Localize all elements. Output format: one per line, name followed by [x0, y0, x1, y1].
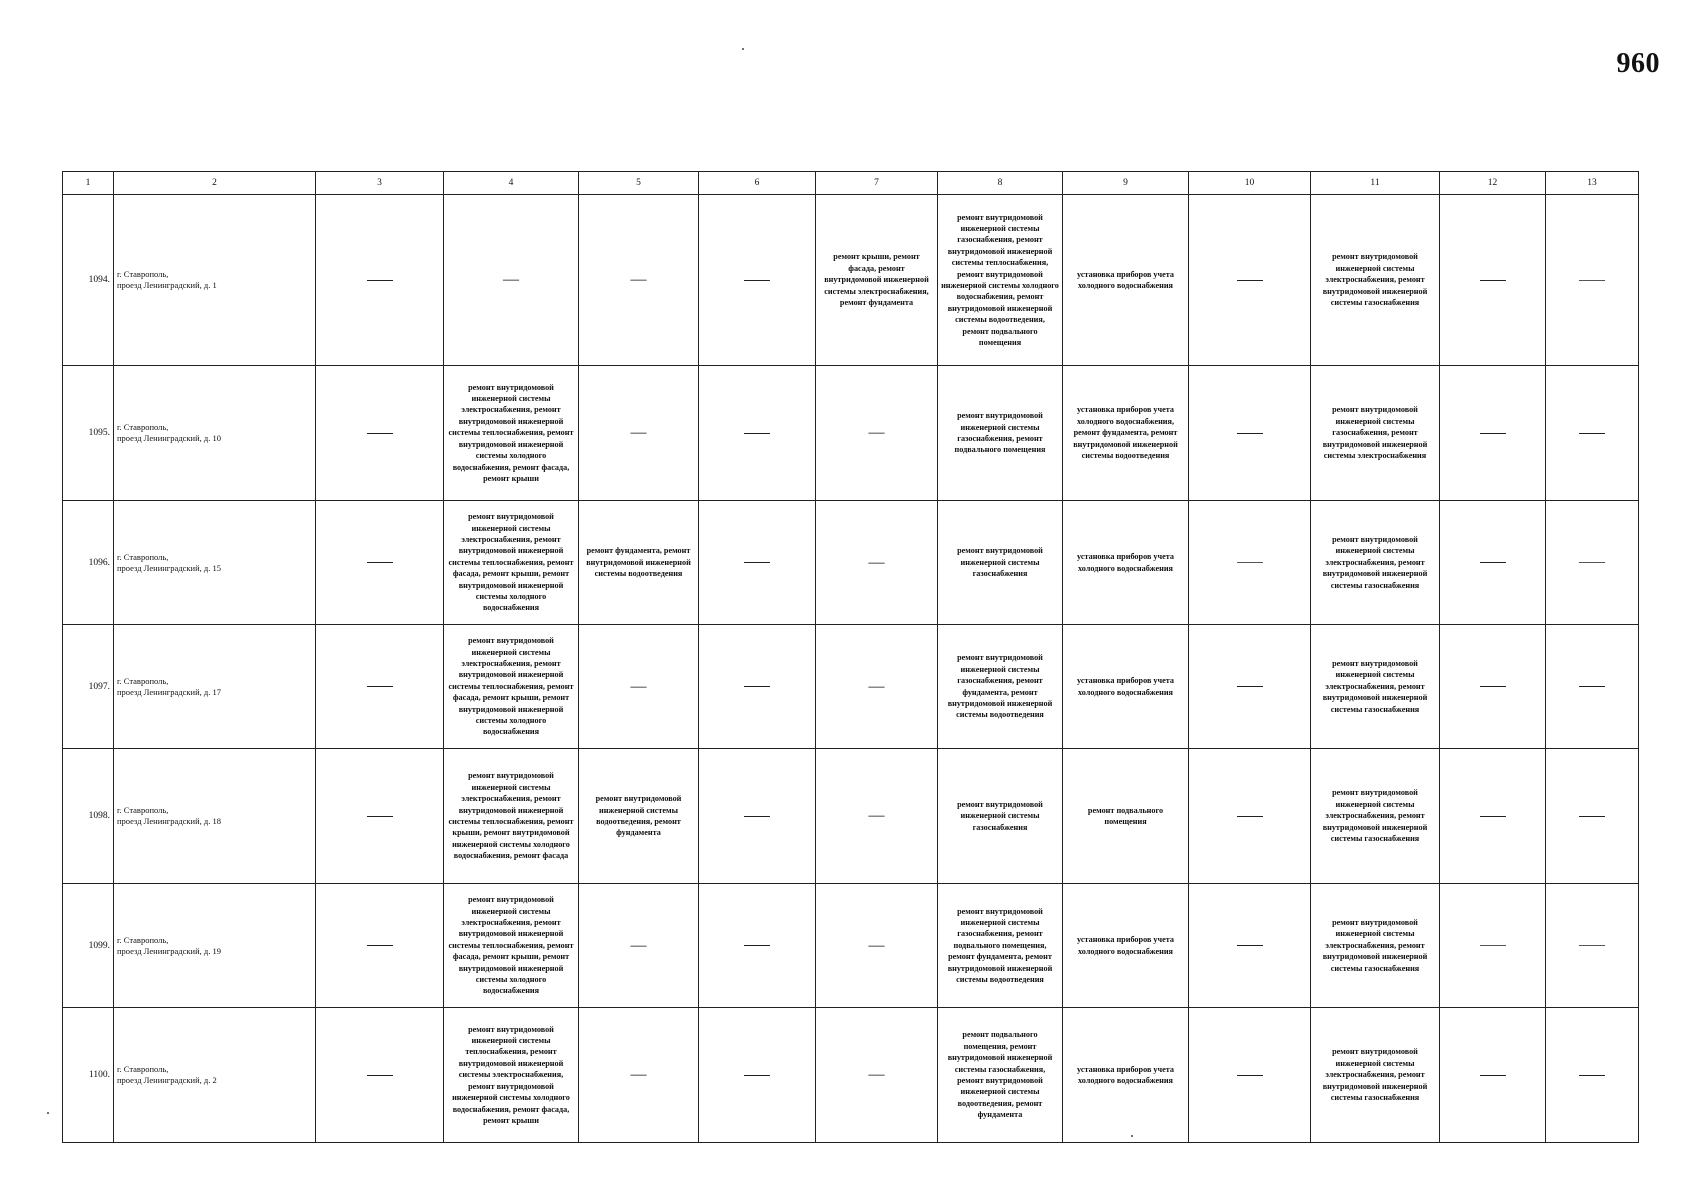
work-cell-col9: установка приборов учета холодного водоснабжения	[1063, 884, 1189, 1008]
dash-mark	[1480, 280, 1506, 281]
table-row	[63, 625, 1639, 749]
empty-cell	[1189, 195, 1311, 366]
empty-cell	[1189, 366, 1311, 501]
dash-mark	[1579, 686, 1605, 687]
table-row	[63, 1008, 1639, 1143]
address-cell	[114, 366, 316, 501]
empty-cell	[1440, 195, 1546, 366]
page-number: 960	[1616, 48, 1660, 79]
dash-mark	[1579, 280, 1605, 281]
empty-cell	[699, 501, 816, 625]
empty-cell	[699, 195, 816, 366]
work-cell-col5: —	[579, 195, 699, 366]
address-street: проезд Ленинградский, д. 10	[117, 433, 221, 443]
work-cell-col8: ремонт внутридомовой инженерной системы газоснабжения, ремонт подвального помещения	[938, 366, 1063, 501]
empty-cell	[316, 749, 444, 884]
dash-mark	[1237, 686, 1263, 687]
address-street: проезд Ленинградский, д. 19	[117, 945, 221, 956]
work-cell-col11: ремонт внутридомовой инженерной системы электроснабжения, ремонт внутридомовой инженерной системы газоснабжения	[1311, 501, 1440, 625]
dash-mark	[1237, 945, 1263, 946]
work-cell-col4: ремонт внутридомовой инженерной системы электроснабжения, ремонт внутридомовой инженерной системы теплоснабжения, ремонт фасада, ремонт крыши, ремонт внутридомовой инженерной системы холодного водоснабжения	[444, 501, 579, 625]
empty-cell	[316, 501, 444, 625]
table-row	[63, 195, 1639, 366]
dash-mark	[1579, 945, 1605, 946]
address-cell	[114, 1008, 316, 1143]
table-row	[63, 366, 1639, 501]
empty-cell	[1189, 501, 1311, 625]
work-cell-col7: —	[816, 749, 938, 884]
dash-mark	[367, 1075, 393, 1076]
empty-cell	[699, 1008, 816, 1143]
column-header: 6	[699, 172, 816, 195]
dash-mark	[367, 562, 393, 563]
empty-cell	[1189, 884, 1311, 1008]
column-header: 12	[1440, 172, 1546, 195]
address-city: г. Ставрополь,	[117, 422, 169, 432]
column-header: 4	[444, 172, 579, 195]
work-cell-col5: —	[579, 1008, 699, 1143]
empty-cell	[1546, 366, 1639, 501]
work-cell-col4: ремонт внутридомовой инженерной системы электроснабжения, ремонт внутридомовой инженерной системы теплоснабжения, ремонт фасада, ремонт крыши, ремонт внутридомовой инженерной системы холодного водоснабжения	[444, 884, 579, 1008]
column-header: 8	[938, 172, 1063, 195]
address-city: г. Ставрополь,	[117, 269, 169, 279]
empty-cell	[1189, 749, 1311, 884]
empty-cell	[699, 884, 816, 1008]
column-header: 5	[579, 172, 699, 195]
empty-cell	[1546, 501, 1639, 625]
dash-mark	[367, 280, 393, 281]
work-cell-col8: ремонт внутридомовой инженерной системы газоснабжения, ремонт фундамента, ремонт внутридомовой инженерной системы водоотведения	[938, 625, 1063, 749]
empty-cell	[316, 195, 444, 366]
address-city: г. Ставрополь,	[117, 675, 169, 686]
table-row	[63, 749, 1639, 884]
address-city: г. Ставрополь,	[117, 934, 169, 945]
table-row	[63, 884, 1639, 1008]
work-cell-col9: установка приборов учета холодного водоснабжения, ремонт фундамента, ремонт внутридомовой инженерной системы водоотведения	[1063, 366, 1189, 501]
work-cell-col9: установка приборов учета холодного водоснабжения	[1063, 501, 1189, 625]
address-street: проезд Ленинградский, д. 17	[117, 686, 221, 697]
work-cell-col7: —	[816, 884, 938, 1008]
scan-speck	[47, 1112, 49, 1114]
column-number-header-row	[63, 172, 1639, 195]
empty-cell	[1189, 1008, 1311, 1143]
empty-cell	[1440, 501, 1546, 625]
empty-cell	[699, 749, 816, 884]
work-cell-col8: ремонт внутридомовой инженерной системы газоснабжения	[938, 501, 1063, 625]
empty-cell	[1546, 195, 1639, 366]
work-cell-col8: ремонт внутридомовой инженерной системы газоснабжения, ремонт внутридомовой инженерной системы теплоснабжения, ремонт внутридомовой инженерной системы холодного водоснабжения, ремонт внутридомовой инженерной системы водоотведения, ремонт подвального помещения	[938, 195, 1063, 366]
work-cell-col5: —	[579, 625, 699, 749]
empty-cell	[1440, 1008, 1546, 1143]
empty-cell	[1440, 625, 1546, 749]
row-number: 1095.	[63, 366, 114, 501]
row-number: 1097.	[63, 625, 114, 749]
work-cell-col9: ремонт подвального помещения	[1063, 749, 1189, 884]
work-cell-col11: ремонт внутридомовой инженерной системы электроснабжения, ремонт внутридомовой инженерной системы газоснабжения	[1311, 884, 1440, 1008]
work-cell-col4: —	[444, 195, 579, 366]
work-cell-col8: ремонт внутридомовой инженерной системы газоснабжения, ремонт подвального помещения, ремонт фундамента, ремонт внутридомовой инженерной системы водоотведения	[938, 884, 1063, 1008]
empty-cell	[1440, 884, 1546, 1008]
dash-mark	[1480, 562, 1506, 563]
address-cell	[114, 195, 316, 366]
dash-mark	[744, 280, 770, 281]
column-header: 9	[1063, 172, 1189, 195]
dash-mark	[1480, 816, 1506, 817]
work-cell-col11: ремонт внутридомовой инженерной системы газоснабжения, ремонт внутридомовой инженерной системы электроснабжения	[1311, 366, 1440, 501]
dash-mark	[744, 562, 770, 563]
address-cell	[114, 884, 316, 1008]
dash-mark	[367, 433, 393, 434]
empty-cell	[316, 884, 444, 1008]
work-cell-col5: ремонт фундамента, ремонт внутридомовой инженерной системы водоотведения	[579, 501, 699, 625]
row-number: 1099.	[63, 884, 114, 1008]
work-cell-col5: —	[579, 366, 699, 501]
table-row	[63, 501, 1639, 625]
address-cell	[114, 749, 316, 884]
empty-cell	[316, 1008, 444, 1143]
work-cell-col7: —	[816, 1008, 938, 1143]
work-cell-col9: установка приборов учета холодного водоснабжения	[1063, 625, 1189, 749]
work-cell-col7: ремонт крыши, ремонт фасада, ремонт внутридомовой инженерной системы электроснабжения, ремонт фундамента	[816, 195, 938, 366]
empty-cell	[1440, 749, 1546, 884]
address-street: проезд Ленинградский, д. 1	[117, 280, 217, 290]
work-cell-col11: ремонт внутридомовой инженерной системы электроснабжения, ремонт внутридомовой инженерной системы газоснабжения	[1311, 625, 1440, 749]
address-city: г. Ставрополь,	[117, 1064, 169, 1074]
column-header: 3	[316, 172, 444, 195]
column-header: 2	[114, 172, 316, 195]
dash-mark	[744, 686, 770, 687]
dash-mark	[744, 1075, 770, 1076]
column-header: 7	[816, 172, 938, 195]
work-cell-col5: —	[579, 884, 699, 1008]
dash-mark	[1237, 816, 1263, 817]
dash-mark	[367, 816, 393, 817]
dash-mark	[1480, 433, 1506, 434]
row-number: 1100.	[63, 1008, 114, 1143]
empty-cell	[1546, 749, 1639, 884]
column-header: 11	[1311, 172, 1440, 195]
row-number: 1098.	[63, 749, 114, 884]
row-number: 1094.	[63, 195, 114, 366]
repair-schedule-table	[62, 171, 1639, 1143]
dash-mark	[367, 686, 393, 687]
scan-speck	[742, 48, 744, 50]
column-header: 1	[63, 172, 114, 195]
dash-mark	[744, 433, 770, 434]
empty-cell	[1546, 1008, 1639, 1143]
column-header: 10	[1189, 172, 1311, 195]
work-cell-col7: —	[816, 625, 938, 749]
address-street: проезд Ленинградский, д. 2	[117, 1075, 217, 1085]
empty-cell	[1189, 625, 1311, 749]
address-street: проезд Ленинградский, д. 18	[117, 816, 221, 826]
address-city: г. Ставрополь,	[117, 805, 169, 815]
dash-mark	[1480, 1075, 1506, 1076]
dash-mark	[1237, 280, 1263, 281]
dash-mark	[1237, 562, 1263, 563]
work-cell-col4: ремонт внутридомовой инженерной системы электроснабжения, ремонт внутридомовой инженерной системы теплоснабжения, ремонт фасада, ремонт крыши, ремонт внутридомовой инженерной системы холодного водоснабжения	[444, 625, 579, 749]
empty-cell	[1546, 625, 1639, 749]
dash-mark	[1480, 686, 1506, 687]
work-cell-col5: ремонт внутридомовой инженерной системы водоотведения, ремонт фундамента	[579, 749, 699, 884]
empty-cell	[1440, 366, 1546, 501]
empty-cell	[316, 366, 444, 501]
work-cell-col9: установка приборов учета холодного водоснабжения	[1063, 1008, 1189, 1143]
work-cell-col7: —	[816, 366, 938, 501]
work-cell-col9: установка приборов учета холодного водоснабжения	[1063, 195, 1189, 366]
dash-mark	[1579, 816, 1605, 817]
dash-mark	[1237, 433, 1263, 434]
empty-cell	[1546, 884, 1639, 1008]
dash-mark	[1237, 1075, 1263, 1076]
address-city: г. Ставрополь,	[117, 551, 169, 562]
work-cell-col4: ремонт внутридомовой инженерной системы электроснабжения, ремонт внутридомовой инженерной системы теплоснабжения, ремонт внутридомовой инженерной системы холодного водоснабжения, ремонт фасада, ремонт крыши	[444, 366, 579, 501]
work-cell-col8: ремонт подвального помещения, ремонт внутридомовой инженерной системы газоснабжения, ремонт внутридомовой инженерной системы водоотведения, ремонт фундамента	[938, 1008, 1063, 1143]
empty-cell	[316, 625, 444, 749]
dash-mark	[1579, 1075, 1605, 1076]
address-street: проезд Ленинградский, д. 15	[117, 562, 221, 573]
dash-mark	[367, 945, 393, 946]
work-cell-col11: ремонт внутридомовой инженерной системы электроснабжения, ремонт внутридомовой инженерной системы газоснабжения	[1311, 195, 1440, 366]
work-cell-col7: —	[816, 501, 938, 625]
work-cell-col8: ремонт внутридомовой инженерной системы газоснабжения	[938, 749, 1063, 884]
dash-mark	[1579, 433, 1605, 434]
row-number: 1096.	[63, 501, 114, 625]
address-cell	[114, 625, 316, 749]
work-cell-col4: ремонт внутридомовой инженерной системы теплоснабжения, ремонт внутридомовой инженерной системы электроснабжения, ремонт внутридомовой инженерной системы холодного водоснабжения, ремонт фасада, ремонт крыши	[444, 1008, 579, 1143]
dash-mark	[744, 945, 770, 946]
dash-mark	[1480, 945, 1506, 946]
dash-mark	[1579, 562, 1605, 563]
empty-cell	[699, 366, 816, 501]
work-cell-col4: ремонт внутридомовой инженерной системы электроснабжения, ремонт внутридомовой инженерной системы теплоснабжения, ремонт крыши, ремонт внутридомовой инженерной системы холодного водоснабжения, ремонт фасада	[444, 749, 579, 884]
work-cell-col11: ремонт внутридомовой инженерной системы электроснабжения, ремонт внутридомовой инженерной системы газоснабжения	[1311, 1008, 1440, 1143]
work-cell-col11: ремонт внутридомовой инженерной системы электроснабжения, ремонт внутридомовой инженерной системы газоснабжения	[1311, 749, 1440, 884]
column-header: 13	[1546, 172, 1639, 195]
address-cell	[114, 501, 316, 625]
dash-mark	[744, 816, 770, 817]
empty-cell	[699, 625, 816, 749]
